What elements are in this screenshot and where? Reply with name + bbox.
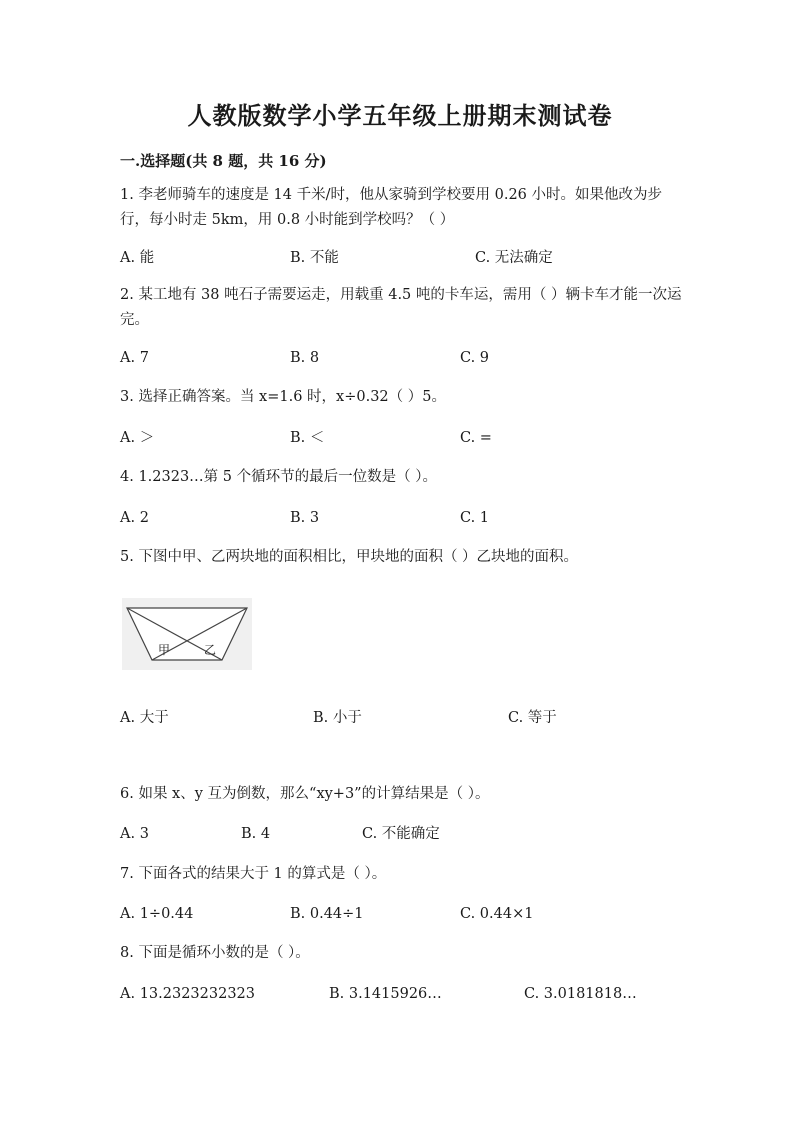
label-jia: 甲 <box>158 643 171 657</box>
page-title: 人教版数学小学五年级上册期末测试卷 <box>187 101 613 130</box>
q2-option-b[interactable]: B. 8 <box>290 350 320 366</box>
q1-option-b[interactable]: B. 不能 <box>290 250 339 266</box>
question-6: 6. 如果 x、y 互为倒数，那么“xy+3”的计算结果是（ ）。 <box>120 786 490 802</box>
q2-option-c[interactable]: C. 9 <box>460 350 490 366</box>
q3-option-a[interactable]: A. ＞ <box>120 430 155 446</box>
q8-option-c[interactable]: C. 3.0181818… <box>524 986 637 1002</box>
question-5: 5. 下图中甲、乙两块地的面积相比，甲块地的面积（ ）乙块地的面积。 <box>120 549 579 565</box>
q8-option-a[interactable]: A. 13.2323232323 <box>120 986 256 1002</box>
question-3: 3. 选择正确答案。当 x=1.6 时，x÷0.32（ ）5。 <box>120 389 446 405</box>
section-heading: 一.选择题(共 8 题，共 16 分) <box>120 152 327 170</box>
q6-option-c[interactable]: C. 不能确定 <box>362 826 440 842</box>
question-7: 7. 下面各式的结果大于 1 的算式是（ ）。 <box>120 866 387 882</box>
q1-option-c[interactable]: C. 无法确定 <box>475 250 553 266</box>
q4-option-c[interactable]: C. 1 <box>460 510 490 526</box>
q1-option-a[interactable]: A. 能 <box>120 250 155 266</box>
question-2: 2. 某工地有 38 吨石子需要运走，用载重 4.5 吨的卡车运，需用（ ）辆卡车才能一次运完。 <box>120 287 682 328</box>
question-4: 4. 1.2323…第 5 个循环节的最后一位数是（ ）。 <box>120 469 437 485</box>
question-8: 8. 下面是循环小数的是（ ）。 <box>120 945 310 961</box>
q6-option-a[interactable]: A. 3 <box>120 826 149 842</box>
q4-option-b[interactable]: B. 3 <box>290 510 320 526</box>
q3-option-b[interactable]: B. ＜ <box>290 430 325 446</box>
q3-option-c[interactable]: C. = <box>460 430 492 446</box>
q8-option-b[interactable]: B. 3.1415926… <box>329 986 442 1002</box>
q7-option-a[interactable]: A. 1÷0.44 <box>120 906 194 922</box>
q6-option-b[interactable]: B. 4 <box>241 826 271 842</box>
label-yi: 乙 <box>204 643 217 657</box>
q7-option-c[interactable]: C. 0.44×1 <box>460 906 534 922</box>
q4-option-a[interactable]: A. 2 <box>120 510 149 526</box>
q7-option-b[interactable]: B. 0.44÷1 <box>290 906 364 922</box>
q2-option-a[interactable]: A. 7 <box>120 350 149 366</box>
trapezoid-figure <box>122 598 252 670</box>
q5-option-b[interactable]: B. 小于 <box>313 710 362 726</box>
question-1: 1. 李老师骑车的速度是 14 千米/时，他从家骑到学校要用 0.26 小时。如果他改为步行，每小时走 5km，用 0.8 小时能到学校吗？（ ） <box>120 187 662 228</box>
q5-option-a[interactable]: A. 大于 <box>120 710 169 726</box>
q5-option-c[interactable]: C. 等于 <box>508 710 557 726</box>
